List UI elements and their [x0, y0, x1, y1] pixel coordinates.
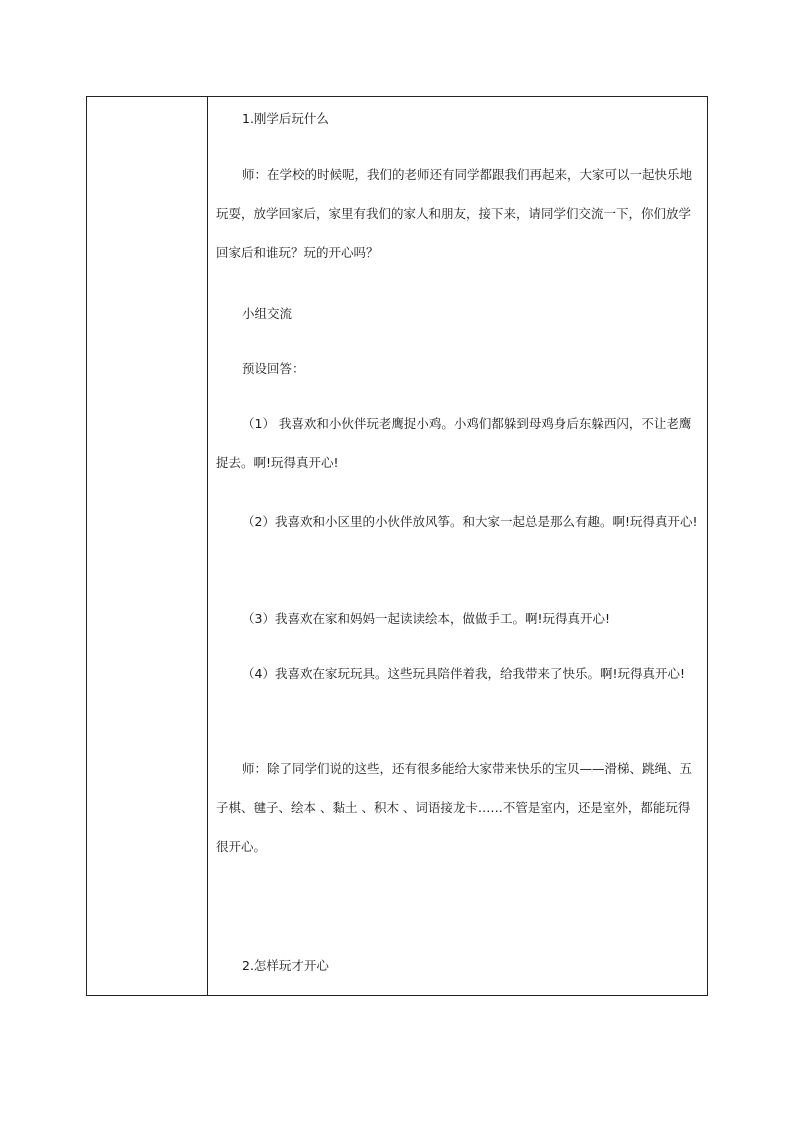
preset-answers-label: 预设回答： [242, 361, 305, 376]
section-heading-2: 2.怎样玩才开心 [242, 958, 329, 973]
answer-4-paragraph: （4）我喜欢在家玩玩具。这些玩具陪伴着我，给我带来了快乐。啊!玩得真开心! [242, 666, 685, 681]
table-right-column [208, 97, 707, 995]
table-left-column [87, 97, 208, 995]
teacher-intro-paragraph: 师：在学校的时候呢，我们的老师还有同学都跟我们再起来，大家可以一起快乐地玩耍，放学回家后，家里有我们的家人和朋友，接下来，请同学们交流一下，你们放学回家后和谁玩？玩的开心吗？ [216, 167, 693, 260]
section-heading-1: 1.刚学后玩什么 [242, 111, 329, 126]
answer-2-paragraph: （2）我喜欢和小区里的小伙伴放风筝。和大家一起总是那么有趣。啊!玩得真开心! [242, 514, 698, 529]
group-discussion-label: 小组交流 [242, 306, 293, 321]
answer-3-paragraph: （3）我喜欢在家和妈妈一起读读绘本，做做手工。啊!玩得真开心! [242, 611, 610, 626]
answer-1-paragraph: （1） 我喜欢和小伙伴玩老鹰捉小鸡。小鸡们都躲到母鸡身后东躲西闪，不让老鹰捉去。啊!玩得真开心! [216, 416, 692, 470]
teacher-summary-paragraph: 师：除了同学们说的这些，还有很多能给大家带来快乐的宝贝——滑梯、跳绳、五子棋、毽子、绘本 、黏土 、积木 、词语接龙卡……不管是室内，还是室外，都能玩得很开心。 [216, 761, 693, 854]
lesson-table [86, 96, 708, 996]
